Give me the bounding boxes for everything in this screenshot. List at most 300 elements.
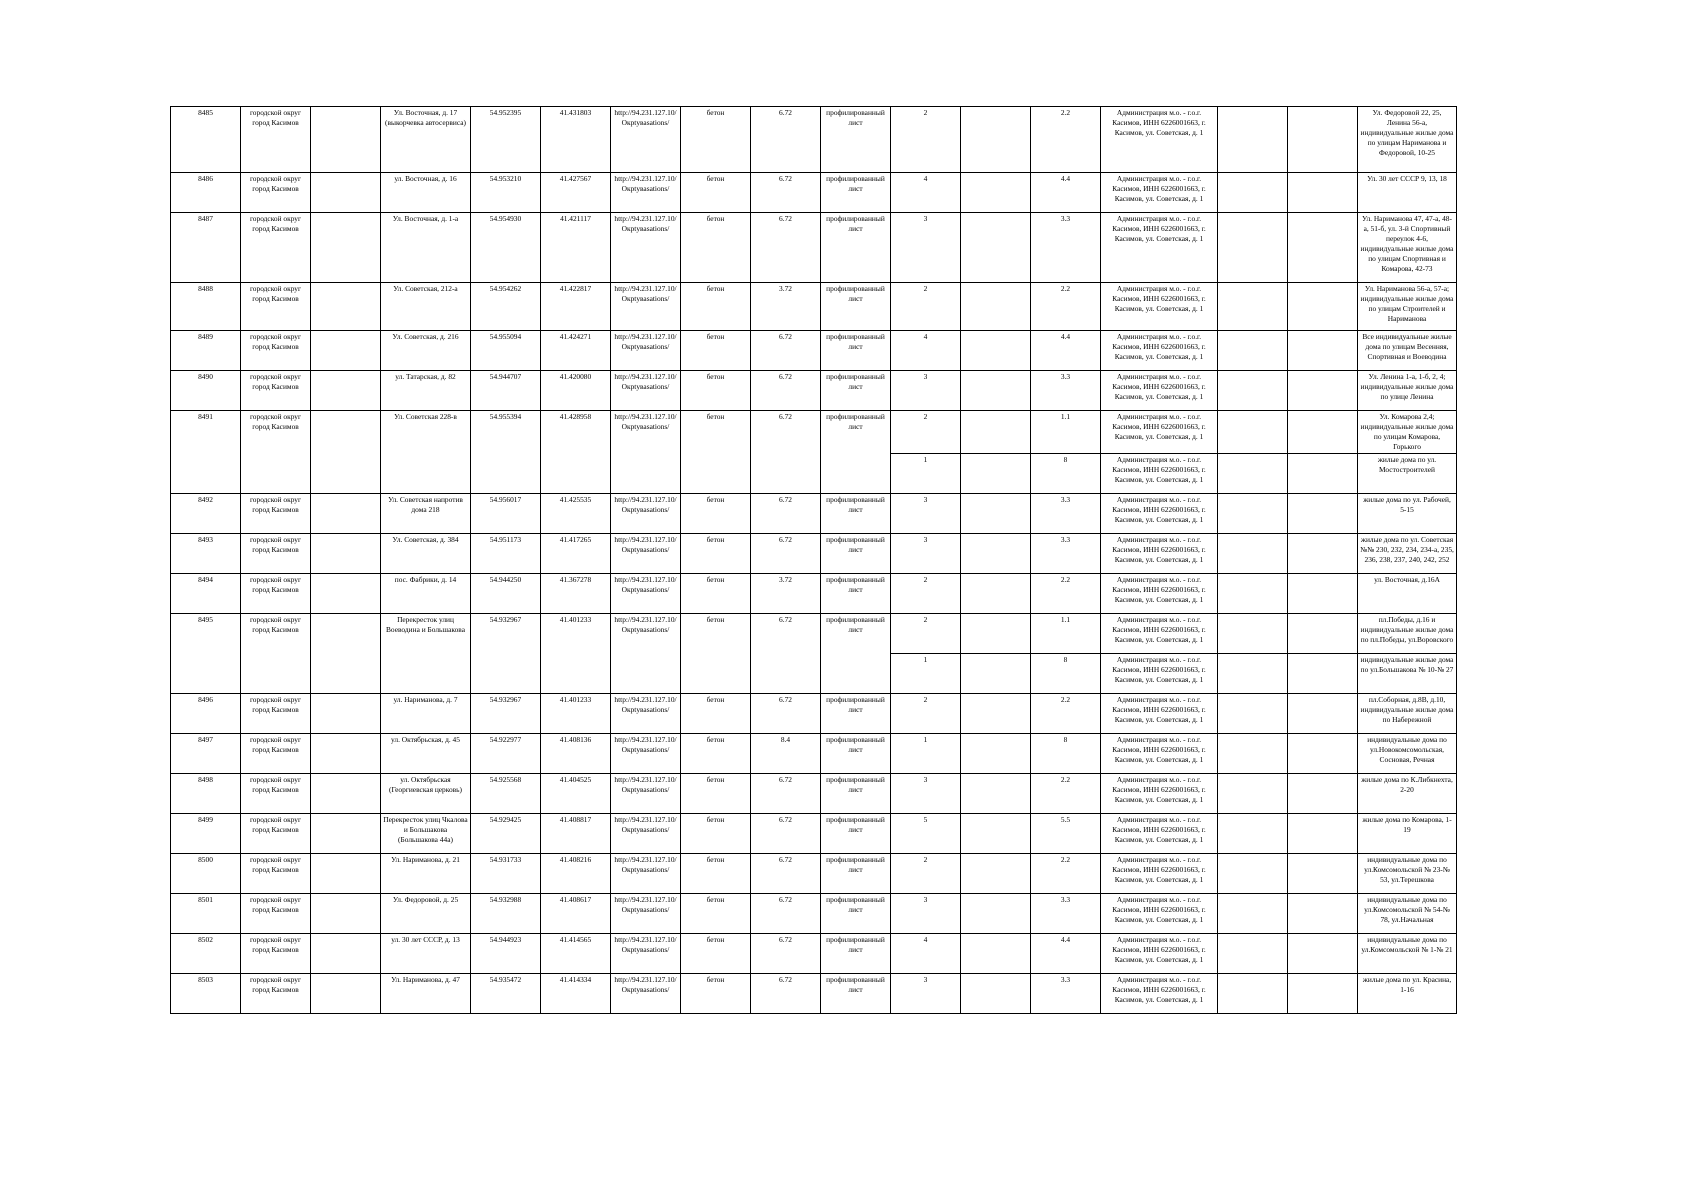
container-volume-cell: 8 bbox=[1031, 734, 1101, 774]
empty-cell bbox=[1218, 411, 1288, 454]
record-number-cell: 8492 bbox=[171, 494, 241, 534]
municipality-cell: городской округ город Касимов bbox=[241, 411, 311, 494]
served-objects-cell: Ул. 30 лет СССР 9, 13, 18 bbox=[1358, 173, 1457, 213]
empty-cell bbox=[1288, 213, 1358, 283]
served-objects-cell: жилые дома по К.Либкнехта, 2-20 bbox=[1358, 774, 1457, 814]
container-volume-cell: 4.4 bbox=[1031, 331, 1101, 371]
container-count-cell: 2 bbox=[891, 411, 961, 454]
container-volume-cell: 2.2 bbox=[1031, 694, 1101, 734]
empty-cell bbox=[961, 574, 1031, 614]
table-row bbox=[171, 534, 1457, 574]
latitude-cell: 54.931733 bbox=[471, 854, 541, 894]
longitude-cell: 41.431803 bbox=[541, 107, 611, 173]
address-cell: Ул. Советская, 212-а bbox=[381, 283, 471, 331]
latitude-cell: 54.954262 bbox=[471, 283, 541, 331]
address-cell: Ул. Восточная, д. 1-а bbox=[381, 213, 471, 283]
table-row bbox=[171, 774, 1457, 814]
empty-cell bbox=[311, 934, 381, 974]
served-objects-cell: жилые дома по ул. Красина, 1-16 bbox=[1358, 974, 1457, 1014]
container-volume-cell: 2.2 bbox=[1031, 854, 1101, 894]
area-cell: 6.72 bbox=[751, 173, 821, 213]
municipality-cell: городской округ город Касимов bbox=[241, 574, 311, 614]
container-count-cell: 4 bbox=[891, 934, 961, 974]
longitude-cell: 41.401233 bbox=[541, 614, 611, 694]
area-cell: 6.72 bbox=[751, 331, 821, 371]
address-cell: Перекресток улиц Чкалова и Большакова (Большакова 44а) bbox=[381, 814, 471, 854]
owner-cell: Администрация м.о. - г.о.г. Касимов, ИНН 6226001663, г. Касимов, ул. Советская, д. 1 bbox=[1101, 574, 1218, 614]
container-count-cell: 1 bbox=[891, 734, 961, 774]
container-count-cell: 2 bbox=[891, 854, 961, 894]
served-objects-cell: индивидуальные жилые дома по ул.Большакова № 10-№ 27 bbox=[1358, 654, 1457, 694]
empty-cell bbox=[1288, 107, 1358, 173]
served-objects-cell: индивидуальные дома по ул.Комсомольской № 54-№ 78, ул.Начальная bbox=[1358, 894, 1457, 934]
empty-cell bbox=[1288, 574, 1358, 614]
empty-cell bbox=[961, 814, 1031, 854]
fence-cell: профилированный лист bbox=[821, 173, 891, 213]
latitude-cell: 54.951173 bbox=[471, 534, 541, 574]
container-count-cell: 3 bbox=[891, 534, 961, 574]
empty-cell bbox=[311, 331, 381, 371]
surface-cell: бетон bbox=[681, 814, 751, 854]
latitude-cell: 54.955394 bbox=[471, 411, 541, 494]
municipality-cell: городской округ город Касимов bbox=[241, 814, 311, 854]
container-volume-cell: 4.4 bbox=[1031, 173, 1101, 213]
empty-cell bbox=[311, 854, 381, 894]
empty-cell bbox=[1288, 974, 1358, 1014]
latitude-cell: 54.932988 bbox=[471, 894, 541, 934]
served-objects-cell: Ул. Федоровой 22, 25, Ленина 56-а, индивидуальные жилые дома по улицам Нариманова и Федоровой, 10-25 bbox=[1358, 107, 1457, 173]
area-cell: 6.72 bbox=[751, 894, 821, 934]
address-cell: ул. Восточная, д. 16 bbox=[381, 173, 471, 213]
area-cell: 6.72 bbox=[751, 974, 821, 1014]
empty-cell bbox=[961, 411, 1031, 454]
served-objects-cell: Ул. Нариманова 47, 47-а, 48-а, 51-б, ул. 3-й Спортивный переулок 4-6, индивидуальные жилые дома по улицам Спортивная и Комарова, 42-73 bbox=[1358, 213, 1457, 283]
longitude-cell: 41.404525 bbox=[541, 774, 611, 814]
container-count-cell: 2 bbox=[891, 614, 961, 654]
registry-table bbox=[170, 106, 1457, 1014]
fence-cell: профилированный лист bbox=[821, 411, 891, 494]
empty-cell bbox=[311, 411, 381, 494]
fence-cell: профилированный лист bbox=[821, 494, 891, 534]
fence-cell: профилированный лист bbox=[821, 894, 891, 934]
longitude-cell: 41.422817 bbox=[541, 283, 611, 331]
longitude-cell: 41.408136 bbox=[541, 734, 611, 774]
empty-cell bbox=[961, 454, 1031, 494]
surface-cell: бетон bbox=[681, 213, 751, 283]
table-row bbox=[171, 574, 1457, 614]
fence-cell: профилированный лист bbox=[821, 534, 891, 574]
record-number-cell: 8501 bbox=[171, 894, 241, 934]
record-number-cell: 8500 bbox=[171, 854, 241, 894]
area-cell: 6.72 bbox=[751, 534, 821, 574]
record-number-cell: 8494 bbox=[171, 574, 241, 614]
container-count-cell: 3 bbox=[891, 974, 961, 1014]
empty-cell bbox=[1288, 173, 1358, 213]
address-cell: Ул. Советская, д. 384 bbox=[381, 534, 471, 574]
surface-cell: бетон bbox=[681, 411, 751, 494]
container-volume-cell: 8 bbox=[1031, 654, 1101, 694]
container-volume-cell: 3.3 bbox=[1031, 534, 1101, 574]
surface-cell: бетон bbox=[681, 614, 751, 694]
fence-cell: профилированный лист bbox=[821, 934, 891, 974]
longitude-cell: 41.424271 bbox=[541, 331, 611, 371]
empty-cell bbox=[311, 494, 381, 534]
municipality-cell: городской округ город Касимов bbox=[241, 894, 311, 934]
area-cell: 6.72 bbox=[751, 934, 821, 974]
empty-cell bbox=[1218, 654, 1288, 694]
latitude-cell: 54.935472 bbox=[471, 974, 541, 1014]
owner-cell: Администрация м.о. - г.о.г. Касимов, ИНН 6226001663, г. Касимов, ул. Советская, д. 1 bbox=[1101, 494, 1218, 534]
container-count-cell: 1 bbox=[891, 654, 961, 694]
container-volume-cell: 3.3 bbox=[1031, 494, 1101, 534]
area-cell: 3.72 bbox=[751, 283, 821, 331]
latitude-cell: 54.955094 bbox=[471, 331, 541, 371]
area-cell: 6.72 bbox=[751, 411, 821, 494]
empty-cell bbox=[961, 734, 1031, 774]
record-number-cell: 8495 bbox=[171, 614, 241, 694]
municipality-cell: городской округ город Касимов bbox=[241, 974, 311, 1014]
served-objects-cell: пл.Соборная, д.8В, д.10, индивидуальные жилые дома по Набережной bbox=[1358, 694, 1457, 734]
url-cell: http://94.231.127.10/Oкрtуваsations/ bbox=[611, 534, 681, 574]
url-cell: http://94.231.127.10/Oкрtуваsations/ bbox=[611, 614, 681, 694]
fence-cell: профилированный лист bbox=[821, 854, 891, 894]
fence-cell: профилированный лист bbox=[821, 331, 891, 371]
address-cell: пос. Фабрики, д. 14 bbox=[381, 574, 471, 614]
fence-cell: профилированный лист bbox=[821, 107, 891, 173]
area-cell: 6.72 bbox=[751, 494, 821, 534]
empty-cell bbox=[1288, 371, 1358, 411]
record-number-cell: 8496 bbox=[171, 694, 241, 734]
table-row bbox=[171, 614, 1457, 654]
fence-cell: профилированный лист bbox=[821, 213, 891, 283]
surface-cell: бетон bbox=[681, 371, 751, 411]
container-count-cell: 3 bbox=[891, 894, 961, 934]
empty-cell bbox=[961, 107, 1031, 173]
address-cell: Ул. Советская, д. 216 bbox=[381, 331, 471, 371]
area-cell: 6.72 bbox=[751, 614, 821, 694]
fence-cell: профилированный лист bbox=[821, 283, 891, 331]
container-count-cell: 5 bbox=[891, 814, 961, 854]
url-cell: http://94.231.127.10/Oкрtуваsations/ bbox=[611, 854, 681, 894]
area-cell: 6.72 bbox=[751, 694, 821, 734]
empty-cell bbox=[1288, 494, 1358, 534]
url-cell: http://94.231.127.10/Oкрtуваsations/ bbox=[611, 331, 681, 371]
record-number-cell: 8491 bbox=[171, 411, 241, 494]
url-cell: http://94.231.127.10/Oкрtуваsations/ bbox=[611, 934, 681, 974]
container-volume-cell: 2.2 bbox=[1031, 283, 1101, 331]
municipality-cell: городской округ город Касимов bbox=[241, 734, 311, 774]
table-row bbox=[171, 494, 1457, 534]
record-number-cell: 8493 bbox=[171, 534, 241, 574]
empty-cell bbox=[961, 694, 1031, 734]
container-count-cell: 3 bbox=[891, 774, 961, 814]
area-cell: 6.72 bbox=[751, 774, 821, 814]
served-objects-cell: жилые дома по ул. Мостостроителей bbox=[1358, 454, 1457, 494]
empty-cell bbox=[1288, 854, 1358, 894]
served-objects-cell: индивидуальные дома по ул.Новокомсомольская, Сосновая, Речная bbox=[1358, 734, 1457, 774]
latitude-cell: 54.925568 bbox=[471, 774, 541, 814]
municipality-cell: городской округ город Касимов bbox=[241, 371, 311, 411]
empty-cell bbox=[311, 534, 381, 574]
empty-cell bbox=[1218, 854, 1288, 894]
container-count-cell: 4 bbox=[891, 173, 961, 213]
record-number-cell: 8488 bbox=[171, 283, 241, 331]
served-objects-cell: жилые дома по ул. Советская №№ 230, 232, 234, 234-а, 235, 236, 238, 237, 240, 242, 252 bbox=[1358, 534, 1457, 574]
longitude-cell: 41.427567 bbox=[541, 173, 611, 213]
table-row bbox=[171, 974, 1457, 1014]
fence-cell: профилированный лист bbox=[821, 734, 891, 774]
empty-cell bbox=[961, 371, 1031, 411]
address-cell: Ул. Советская 228-в bbox=[381, 411, 471, 494]
latitude-cell: 54.952395 bbox=[471, 107, 541, 173]
empty-cell bbox=[1218, 974, 1288, 1014]
table-row bbox=[171, 331, 1457, 371]
owner-cell: Администрация м.о. - г.о.г. Касимов, ИНН 6226001663, г. Касимов, ул. Советская, д. 1 bbox=[1101, 814, 1218, 854]
table-row bbox=[171, 814, 1457, 854]
table-row bbox=[171, 734, 1457, 774]
area-cell: 6.72 bbox=[751, 854, 821, 894]
owner-cell: Администрация м.о. - г.о.г. Касимов, ИНН 6226001663, г. Касимов, ул. Советская, д. 1 bbox=[1101, 774, 1218, 814]
latitude-cell: 54.954930 bbox=[471, 213, 541, 283]
municipality-cell: городской округ город Касимов bbox=[241, 934, 311, 974]
container-volume-cell: 1.1 bbox=[1031, 614, 1101, 654]
longitude-cell: 41.420080 bbox=[541, 371, 611, 411]
empty-cell bbox=[1218, 213, 1288, 283]
table-row bbox=[171, 894, 1457, 934]
longitude-cell: 41.367278 bbox=[541, 574, 611, 614]
record-number-cell: 8499 bbox=[171, 814, 241, 854]
table-row bbox=[171, 283, 1457, 331]
area-cell: 6.72 bbox=[751, 371, 821, 411]
container-volume-cell: 4.4 bbox=[1031, 934, 1101, 974]
url-cell: http://94.231.127.10/Oкрtуваsations/ bbox=[611, 107, 681, 173]
empty-cell bbox=[1288, 894, 1358, 934]
empty-cell bbox=[961, 854, 1031, 894]
table-row bbox=[171, 934, 1457, 974]
url-cell: http://94.231.127.10/Oкрtуваsations/ bbox=[611, 814, 681, 854]
municipality-cell: городской округ город Касимов bbox=[241, 694, 311, 734]
container-volume-cell: 2.2 bbox=[1031, 774, 1101, 814]
container-count-cell: 3 bbox=[891, 494, 961, 534]
owner-cell: Администрация м.о. - г.о.г. Касимов, ИНН 6226001663, г. Касимов, ул. Советская, д. 1 bbox=[1101, 894, 1218, 934]
latitude-cell: 54.929425 bbox=[471, 814, 541, 854]
empty-cell bbox=[961, 534, 1031, 574]
longitude-cell: 41.408216 bbox=[541, 854, 611, 894]
latitude-cell: 54.932967 bbox=[471, 614, 541, 694]
empty-cell bbox=[961, 654, 1031, 694]
owner-cell: Администрация м.о. - г.о.г. Касимов, ИНН 6226001663, г. Касимов, ул. Советская, д. 1 bbox=[1101, 454, 1218, 494]
served-objects-cell: жилые дома по ул. Рабочей, 5-15 bbox=[1358, 494, 1457, 534]
area-cell: 6.72 bbox=[751, 814, 821, 854]
container-volume-cell: 2.2 bbox=[1031, 574, 1101, 614]
empty-cell bbox=[1288, 331, 1358, 371]
empty-cell bbox=[311, 774, 381, 814]
empty-cell bbox=[1288, 774, 1358, 814]
empty-cell bbox=[1218, 614, 1288, 654]
served-objects-cell: индивидуальные дома по ул.Комсомольской № 1-№ 21 bbox=[1358, 934, 1457, 974]
empty-cell bbox=[311, 283, 381, 331]
container-count-cell: 3 bbox=[891, 371, 961, 411]
empty-cell bbox=[1288, 411, 1358, 454]
empty-cell bbox=[1218, 331, 1288, 371]
latitude-cell: 54.944923 bbox=[471, 934, 541, 974]
fence-cell: профилированный лист bbox=[821, 694, 891, 734]
municipality-cell: городской округ город Касимов bbox=[241, 331, 311, 371]
container-volume-cell: 3.3 bbox=[1031, 371, 1101, 411]
surface-cell: бетон bbox=[681, 574, 751, 614]
longitude-cell: 41.414565 bbox=[541, 934, 611, 974]
latitude-cell: 54.932967 bbox=[471, 694, 541, 734]
record-number-cell: 8489 bbox=[171, 331, 241, 371]
area-cell: 6.72 bbox=[751, 107, 821, 173]
empty-cell bbox=[1218, 934, 1288, 974]
owner-cell: Администрация м.о. - г.о.г. Касимов, ИНН 6226001663, г. Касимов, ул. Советская, д. 1 bbox=[1101, 854, 1218, 894]
url-cell: http://94.231.127.10/Oкрtуваsations/ bbox=[611, 974, 681, 1014]
surface-cell: бетон bbox=[681, 694, 751, 734]
owner-cell: Администрация м.о. - г.о.г. Касимов, ИНН 6226001663, г. Касимов, ул. Советская, д. 1 bbox=[1101, 614, 1218, 654]
empty-cell bbox=[1218, 454, 1288, 494]
empty-cell bbox=[311, 814, 381, 854]
longitude-cell: 41.401233 bbox=[541, 694, 611, 734]
surface-cell: бетон bbox=[681, 974, 751, 1014]
served-objects-cell: индивидуальные дома по ул.Комсомольской № 23-№ 53, ул.Терешкова bbox=[1358, 854, 1457, 894]
container-volume-cell: 3.3 bbox=[1031, 213, 1101, 283]
owner-cell: Администрация м.о. - г.о.г. Касимов, ИНН 6226001663, г. Касимов, ул. Советская, д. 1 bbox=[1101, 213, 1218, 283]
municipality-cell: городской округ город Касимов bbox=[241, 854, 311, 894]
url-cell: http://94.231.127.10/Oкрtуваsations/ bbox=[611, 494, 681, 534]
address-cell: ул. Нариманова, д. 7 bbox=[381, 694, 471, 734]
empty-cell bbox=[1288, 654, 1358, 694]
served-objects-cell: ул. Восточная, д.16А bbox=[1358, 574, 1457, 614]
empty-cell bbox=[1218, 107, 1288, 173]
record-number-cell: 8487 bbox=[171, 213, 241, 283]
latitude-cell: 54.956017 bbox=[471, 494, 541, 534]
empty-cell bbox=[1218, 694, 1288, 734]
surface-cell: бетон bbox=[681, 534, 751, 574]
empty-cell bbox=[311, 734, 381, 774]
owner-cell: Администрация м.о. - г.о.г. Касимов, ИНН 6226001663, г. Касимов, ул. Советская, д. 1 bbox=[1101, 974, 1218, 1014]
address-cell: Ул. Восточная, д. 17 (выкорчевка автосервиса) bbox=[381, 107, 471, 173]
url-cell: http://94.231.127.10/Oкрtуваsations/ bbox=[611, 734, 681, 774]
municipality-cell: городской округ город Касимов bbox=[241, 774, 311, 814]
municipality-cell: городской округ город Касимов bbox=[241, 494, 311, 534]
empty-cell bbox=[961, 614, 1031, 654]
record-number-cell: 8498 bbox=[171, 774, 241, 814]
owner-cell: Администрация м.о. - г.о.г. Касимов, ИНН 6226001663, г. Касимов, ул. Советская, д. 1 bbox=[1101, 173, 1218, 213]
table-row bbox=[171, 213, 1457, 283]
empty-cell bbox=[961, 934, 1031, 974]
latitude-cell: 54.944707 bbox=[471, 371, 541, 411]
owner-cell: Администрация м.о. - г.о.г. Касимов, ИНН 6226001663, г. Касимов, ул. Советская, д. 1 bbox=[1101, 734, 1218, 774]
container-count-cell: 2 bbox=[891, 694, 961, 734]
record-number-cell: 8485 bbox=[171, 107, 241, 173]
empty-cell bbox=[1288, 283, 1358, 331]
url-cell: http://94.231.127.10/Oкрtуваsations/ bbox=[611, 213, 681, 283]
surface-cell: бетон bbox=[681, 774, 751, 814]
empty-cell bbox=[1288, 614, 1358, 654]
empty-cell bbox=[1218, 734, 1288, 774]
latitude-cell: 54.944250 bbox=[471, 574, 541, 614]
surface-cell: бетон bbox=[681, 734, 751, 774]
empty-cell bbox=[311, 213, 381, 283]
empty-cell bbox=[1288, 694, 1358, 734]
municipality-cell: городской округ город Касимов bbox=[241, 534, 311, 574]
served-objects-cell: жилые дома по Комарова, 1-19 bbox=[1358, 814, 1457, 854]
container-volume-cell: 3.3 bbox=[1031, 974, 1101, 1014]
surface-cell: бетон bbox=[681, 894, 751, 934]
empty-cell bbox=[1288, 454, 1358, 494]
empty-cell bbox=[1288, 934, 1358, 974]
fence-cell: профилированный лист bbox=[821, 614, 891, 694]
empty-cell bbox=[1288, 814, 1358, 854]
table-row bbox=[171, 371, 1457, 411]
empty-cell bbox=[311, 894, 381, 934]
container-count-cell: 4 bbox=[891, 331, 961, 371]
table-row bbox=[171, 173, 1457, 213]
owner-cell: Администрация м.о. - г.о.г. Касимов, ИНН 6226001663, г. Касимов, ул. Советская, д. 1 bbox=[1101, 331, 1218, 371]
owner-cell: Администрация м.о. - г.о.г. Касимов, ИНН 6226001663, г. Касимов, ул. Советская, д. 1 bbox=[1101, 694, 1218, 734]
empty-cell bbox=[961, 974, 1031, 1014]
owner-cell: Администрация м.о. - г.о.г. Касимов, ИНН 6226001663, г. Касимов, ул. Советская, д. 1 bbox=[1101, 283, 1218, 331]
served-objects-cell: пл.Победы, д.16 и индивидуальные жилые дома по пл.Победы, ул.Воровского bbox=[1358, 614, 1457, 654]
longitude-cell: 41.421117 bbox=[541, 213, 611, 283]
empty-cell bbox=[961, 331, 1031, 371]
address-cell: Ул. Нариманова, д. 47 bbox=[381, 974, 471, 1014]
empty-cell bbox=[961, 774, 1031, 814]
owner-cell: Администрация м.о. - г.о.г. Касимов, ИНН 6226001663, г. Касимов, ул. Советская, д. 1 bbox=[1101, 654, 1218, 694]
empty-cell bbox=[311, 173, 381, 213]
record-number-cell: 8497 bbox=[171, 734, 241, 774]
table-row bbox=[171, 411, 1457, 454]
table-row bbox=[171, 107, 1457, 173]
served-objects-cell: Все индивидуальные жилые дома по улицам Весенняя, Спортивная и Воеводина bbox=[1358, 331, 1457, 371]
empty-cell bbox=[961, 494, 1031, 534]
record-number-cell: 8486 bbox=[171, 173, 241, 213]
empty-cell bbox=[311, 371, 381, 411]
empty-cell bbox=[311, 614, 381, 694]
served-objects-cell: Ул. Нариманова 56-а, 57-а; индивидуальные жилые дома по улицам Строителей и Нариманова bbox=[1358, 283, 1457, 331]
empty-cell bbox=[961, 894, 1031, 934]
owner-cell: Администрация м.о. - г.о.г. Касимов, ИНН 6226001663, г. Касимов, ул. Советская, д. 1 bbox=[1101, 107, 1218, 173]
longitude-cell: 41.425535 bbox=[541, 494, 611, 534]
municipality-cell: городской округ город Касимов bbox=[241, 213, 311, 283]
municipality-cell: городской округ город Касимов bbox=[241, 173, 311, 213]
served-objects-cell: Ул. Комарова 2,4; индивидуальные жилые дома по улицам Комарова, Горького bbox=[1358, 411, 1457, 454]
owner-cell: Администрация м.о. - г.о.г. Касимов, ИНН 6226001663, г. Касимов, ул. Советская, д. 1 bbox=[1101, 934, 1218, 974]
longitude-cell: 41.417265 bbox=[541, 534, 611, 574]
container-volume-cell: 2.2 bbox=[1031, 107, 1101, 173]
owner-cell: Администрация м.о. - г.о.г. Касимов, ИНН 6226001663, г. Касимов, ул. Советская, д. 1 bbox=[1101, 534, 1218, 574]
address-cell: Перекресток улиц Воеводина и Большакова bbox=[381, 614, 471, 694]
url-cell: http://94.231.127.10/Oкрtуваsations/ bbox=[611, 694, 681, 734]
surface-cell: бетон bbox=[681, 173, 751, 213]
empty-cell bbox=[311, 574, 381, 614]
url-cell: http://94.231.127.10/Oкрtуваsations/ bbox=[611, 371, 681, 411]
municipality-cell: городской округ город Касимов bbox=[241, 283, 311, 331]
latitude-cell: 54.922977 bbox=[471, 734, 541, 774]
empty-cell bbox=[1218, 173, 1288, 213]
empty-cell bbox=[1218, 494, 1288, 534]
empty-cell bbox=[311, 974, 381, 1014]
longitude-cell: 41.428958 bbox=[541, 411, 611, 494]
fence-cell: профилированный лист bbox=[821, 974, 891, 1014]
fence-cell: профилированный лист bbox=[821, 574, 891, 614]
surface-cell: бетон bbox=[681, 107, 751, 173]
surface-cell: бетон bbox=[681, 934, 751, 974]
surface-cell: бетон bbox=[681, 854, 751, 894]
address-cell: ул. Октябрьская (Георгиевская церковь) bbox=[381, 774, 471, 814]
container-count-cell: 2 bbox=[891, 574, 961, 614]
